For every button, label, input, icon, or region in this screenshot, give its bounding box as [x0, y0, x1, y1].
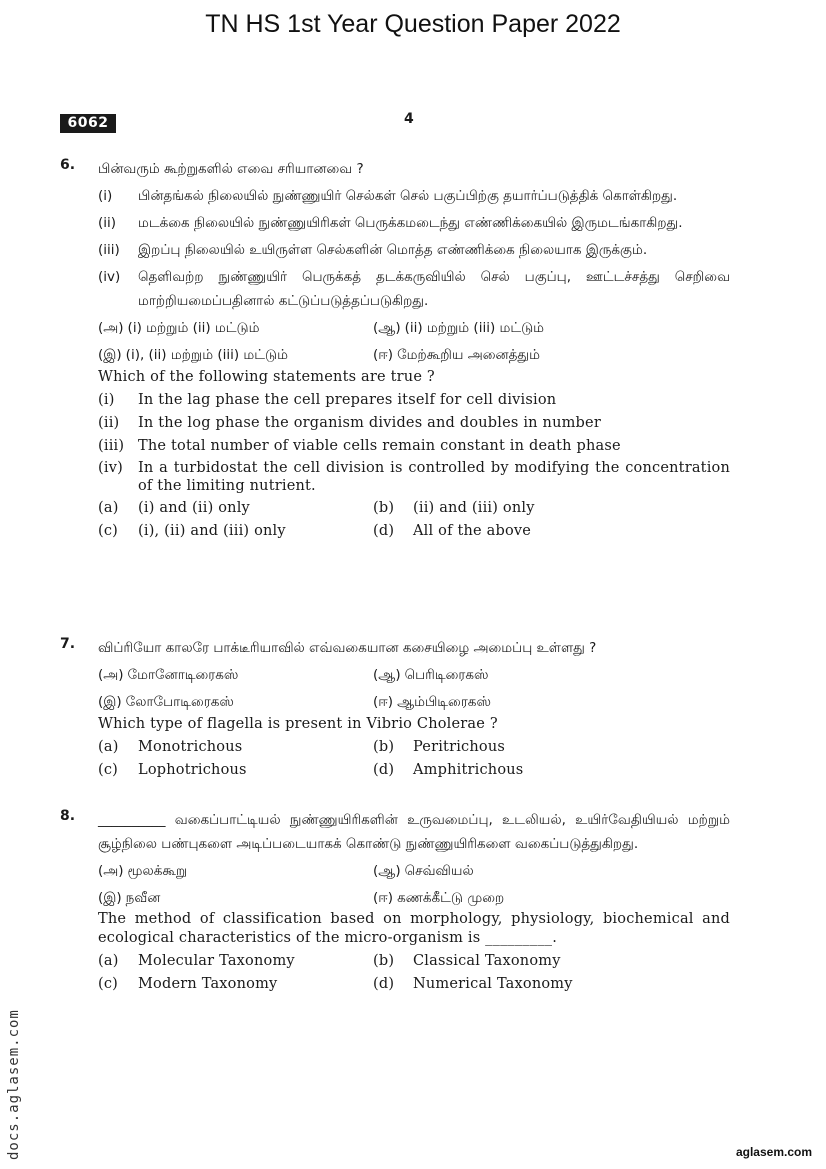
option-label: (d)	[373, 762, 395, 778]
option-label: (c)	[98, 762, 119, 778]
option-text: மோனோடிரைகஸ்	[127, 667, 239, 683]
option-text: (i) and (ii) only	[138, 500, 250, 516]
option-text: கணக்கீட்டு முறை	[397, 890, 505, 906]
option	[98, 343, 373, 367]
option	[98, 859, 373, 883]
option	[373, 498, 730, 518]
option	[98, 737, 373, 757]
option	[373, 737, 730, 757]
page-title: TN HS 1st Year Question Paper 2022	[205, 10, 621, 38]
question-text-english: The method of classification based on morphology, physiology, biochemical and ecological characteristics of the micro-organism is _________.	[98, 911, 730, 946]
side-watermark: docs.aglasem.com	[6, 1009, 22, 1160]
statement-text: மடக்கை நிலையில் நுண்ணுயிரிகள் பெருக்கமடைந்து எண்ணிக்கையில் இருமடங்காகிறது.	[138, 215, 683, 231]
option-label: (b)	[373, 500, 395, 516]
option-text: செவ்வியல்	[404, 863, 474, 879]
option-label: (ஆ)	[373, 320, 401, 336]
option-label: (அ)	[98, 667, 124, 683]
option-text: (ii) மற்றும் (iii) மட்டும்	[404, 320, 545, 336]
question-text-tamil: __________ வகைப்பாட்டியல் நுண்ணுயிரிகளின் உருவமைப்பு, உடலியல், உயிர்வேதியியல் மற்றும் சூழ்நிலை பண்புகளை அடிப்படையாகக் கொண்டு நுண்ணுயிரிகளை வகைப்படுத்துகிறது.	[98, 812, 730, 852]
option-label: (ஈ)	[373, 890, 394, 906]
paper-code-badge: 6062	[60, 114, 116, 133]
option	[373, 690, 730, 714]
statement-label: (iv)	[98, 460, 123, 476]
question-8	[60, 808, 730, 994]
option	[98, 886, 373, 910]
option	[98, 690, 373, 714]
option-label: (b)	[373, 739, 395, 755]
statement-english	[60, 436, 730, 456]
statement-english	[60, 413, 730, 433]
footer-watermark: aglasem.com	[735, 1145, 812, 1159]
option-label: (அ)	[98, 320, 124, 336]
option-label: (ஈ)	[373, 694, 394, 710]
statement-english	[60, 390, 730, 410]
option-text: Modern Taxonomy	[138, 976, 278, 992]
option-text: மேற்கூறிய அனைத்தும்	[397, 347, 540, 363]
option	[98, 663, 373, 687]
page-number: 4	[404, 111, 414, 127]
option-text: Amphitrichous	[413, 762, 524, 778]
statement-label: (i)	[98, 188, 113, 204]
option	[373, 951, 730, 971]
option-label: (c)	[98, 523, 119, 539]
statement-label: (iii)	[98, 242, 120, 258]
option-label: (a)	[98, 953, 119, 969]
statement-text: தெளிவற்ற நுண்ணுயிர் பெருக்கத் தடக்கருவியில் செல் பகுப்பு, ஊட்டச்சத்து செறிவை மாற்றியமைப்பதினால் கட்டுப்படுத்தப்படுகிறது.	[138, 269, 730, 309]
statement-text: In a turbidostat the cell division is controlled by modifying the concentration of the limiting nutrient.	[138, 460, 730, 494]
statement-english	[60, 459, 730, 495]
option-label: (ஆ)	[373, 863, 401, 879]
option	[373, 859, 730, 883]
option	[98, 974, 373, 994]
option-text: (i), (ii) and (iii) only	[138, 523, 286, 539]
option-label: (அ)	[98, 863, 124, 879]
question-text-tamil: விப்ரியோ காலரே பாக்டீரியாவில் எவ்வகையான கசையிழை அமைப்பு உள்ளது ?	[98, 640, 597, 656]
option-text: லோபோடிரைகஸ்	[125, 694, 234, 710]
statement-label: (iv)	[98, 269, 121, 285]
option	[98, 316, 373, 340]
option-text: மூலக்கூறு	[127, 863, 188, 879]
option-label: (c)	[98, 976, 119, 992]
question-number: 6.	[60, 157, 76, 173]
option-text: Lophotrichous	[138, 762, 247, 778]
option-label: (இ)	[98, 694, 122, 710]
statement-text: In the lag phase the cell prepares itself for cell division	[138, 392, 557, 408]
option-text: Molecular Taxonomy	[138, 953, 295, 969]
option	[98, 951, 373, 971]
question-7	[60, 636, 730, 780]
statement-label: (i)	[98, 392, 115, 408]
question-text-tamil: பின்வரும் கூற்றுகளில் எவை சரியானவை ?	[98, 161, 364, 177]
option-label: (இ)	[98, 347, 122, 363]
statement-text: The total number of viable cells remain constant in death phase	[138, 438, 621, 454]
option-text: Numerical Taxonomy	[413, 976, 573, 992]
statement-label: (ii)	[98, 215, 117, 231]
statement-tamil	[98, 238, 730, 262]
statement-tamil	[98, 211, 730, 235]
statement-text: இறப்பு நிலையில் உயிருள்ள செல்களின் மொத்த எண்ணிக்கை நிலையாக இருக்கும்.	[138, 242, 648, 258]
option	[373, 663, 730, 687]
options-tamil	[98, 663, 730, 714]
option-label: (d)	[373, 976, 395, 992]
question-number: 8.	[60, 808, 76, 824]
option-label: (இ)	[98, 890, 122, 906]
option	[373, 343, 730, 367]
option-text: Monotrichous	[138, 739, 243, 755]
option-label: (ஆ)	[373, 667, 401, 683]
option-text: (i) மற்றும் (ii) மட்டும்	[127, 320, 260, 336]
statement-label: (iii)	[98, 438, 125, 454]
options-tamil	[98, 316, 730, 367]
option-text: All of the above	[413, 523, 532, 539]
option-text: ஆம்பிடிரைகஸ்	[397, 694, 491, 710]
question-6	[60, 157, 730, 541]
option-label: (ஈ)	[373, 347, 394, 363]
statement-label: (ii)	[98, 415, 120, 431]
options-english	[98, 498, 730, 541]
statement-tamil	[98, 265, 730, 313]
option	[98, 498, 373, 518]
option	[98, 521, 373, 541]
statement-text: பின்தங்கல் நிலையில் நுண்ணுயிர் செல்கள் செல் பகுப்பிற்கு தயார்ப்படுத்திக் கொள்கிறது.	[138, 188, 678, 204]
question-number: 7.	[60, 636, 76, 652]
question-text-english: Which type of flagella is present in Vibrio Cholerae ?	[98, 716, 498, 732]
option	[373, 974, 730, 994]
option-text: Classical Taxonomy	[413, 953, 561, 969]
option-label: (a)	[98, 739, 119, 755]
question-text-english: Which of the following statements are true ?	[98, 369, 435, 385]
option-text: நவீன	[125, 890, 161, 906]
option-text: (i), (ii) மற்றும் (iii) மட்டும்	[125, 347, 288, 363]
statement-tamil	[98, 184, 730, 208]
options-english	[98, 737, 730, 780]
option	[373, 886, 730, 910]
statement-text: In the log phase the organism divides and doubles in number	[138, 415, 601, 431]
option-label: (d)	[373, 523, 395, 539]
option	[373, 760, 730, 780]
options-tamil	[98, 859, 730, 910]
option-text: பெரிடிரைகஸ்	[404, 667, 489, 683]
option-text: Peritrichous	[413, 739, 506, 755]
option-text: (ii) and (iii) only	[413, 500, 535, 516]
option	[373, 316, 730, 340]
option-label: (b)	[373, 953, 395, 969]
options-english	[98, 951, 730, 994]
option	[373, 521, 730, 541]
option	[98, 760, 373, 780]
option-label: (a)	[98, 500, 119, 516]
